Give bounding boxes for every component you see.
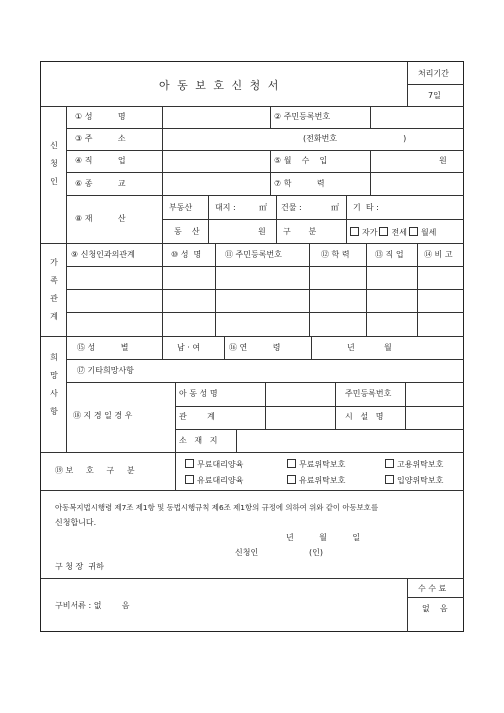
recipient: 구 청 장 귀하: [55, 562, 104, 571]
building-unit: ㎡: [331, 203, 339, 212]
designated-label: ⑱ 지 경 일 경 우: [73, 411, 133, 420]
fee-value: 없 음: [422, 604, 448, 613]
gender-label: ⑮ 성 별: [77, 343, 129, 352]
land-label: 대지 :: [215, 203, 236, 212]
child-name-label: 아 동 성 명: [179, 389, 218, 398]
child-protection-application-form: [40, 61, 464, 632]
rrn-label: ② 주민등록번호: [274, 112, 331, 121]
family-header-rrn: ⑪ 주민등록번호: [225, 250, 282, 259]
job-label: ④ 직 업: [75, 156, 126, 165]
fee-label: 수 수 료: [418, 584, 447, 593]
movable-label: 동 산: [174, 227, 200, 236]
family-header-name: ⑩ 성 명: [171, 250, 202, 259]
option-adoption-foster: 입양위탁보호: [385, 475, 443, 486]
checkbox[interactable]: [287, 475, 296, 484]
checkbox[interactable]: [185, 459, 194, 468]
option-paid-foster: 유료위탁보호: [287, 475, 345, 486]
family-header-job: ⑬ 직 업: [375, 250, 404, 259]
building-label: 건물 :: [281, 203, 302, 212]
applicant-section-label: 신 청 인: [50, 141, 58, 186]
family-header-note: ⑭ 비 고: [424, 250, 453, 259]
gender-value: 남 · 여: [177, 343, 201, 352]
checkbox[interactable]: [385, 475, 394, 484]
checkbox[interactable]: [185, 475, 194, 484]
option-free-foster: 무료위탁보호: [287, 459, 345, 470]
option-paid-surrogate: 유료대리양육: [185, 475, 243, 486]
education-label: ⑦ 학 력: [274, 179, 325, 188]
phone-label: (전화번호 ): [303, 134, 407, 143]
family-section-label: 가 족 관 계: [50, 258, 58, 321]
applicant-signature: 신청인 (인): [235, 548, 324, 557]
jeonse-checkbox[interactable]: [379, 227, 388, 236]
processing-period-label: 처리기간: [418, 69, 449, 78]
checkbox[interactable]: [287, 459, 296, 468]
movable-unit: 원: [258, 227, 266, 236]
monthly-checkbox[interactable]: [409, 227, 418, 236]
year-label: 년: [347, 343, 355, 352]
statement-line-2: 신청합니다.: [55, 518, 97, 527]
family-header-relation: ⑨ 신청인과의관계: [71, 250, 135, 259]
income-label: ⑤ 월 수 입: [274, 156, 328, 165]
protection-type-label: ⑲ 보 호 구 분: [55, 466, 135, 475]
housing-type-label: 구 분: [283, 227, 317, 236]
child-rrn-label: 주민등록번호: [345, 389, 392, 398]
processing-period-value: 7일: [428, 91, 441, 100]
desire-section-label: 희 망 사 항: [50, 353, 58, 416]
address-label: ③ 주 소: [75, 134, 126, 143]
religion-label: ⑥ 종 교: [75, 179, 126, 188]
checkbox[interactable]: [385, 459, 394, 468]
option-employment-foster: 고용위탁보호: [385, 459, 443, 470]
own-checkbox[interactable]: [350, 227, 359, 236]
statement-line-1: 아동복지법시행령 제7조 제1항 및 동법시행규칙 제6조 제1항의 규정에 의하여 위와 같이 아동보호를: [55, 503, 379, 512]
facility-label: 시 설 명: [345, 412, 384, 421]
date-line: 년 월 일: [286, 533, 361, 542]
name-label: ① 성 명: [75, 112, 126, 121]
etc-label: 기 타 :: [353, 203, 379, 212]
required-docs: 구비서류 : 없 음: [55, 601, 130, 610]
form-title: 아 동 보 호 신 청 서: [159, 79, 281, 92]
family-header-education: ⑫ 학 력: [321, 250, 350, 259]
age-label: ⑯ 연 령: [229, 343, 281, 352]
month-label: 월: [384, 343, 392, 352]
land-unit: ㎡: [259, 203, 267, 212]
relation-label: 관 계: [179, 412, 215, 421]
other-wishes-label: ⑰ 기타희망사항: [77, 366, 134, 375]
realestate-label: 부동산: [169, 203, 193, 212]
income-unit: 원: [439, 156, 447, 165]
property-label: ⑧ 재 산: [75, 214, 126, 223]
housing-type-options: 자가 전세 월세: [350, 227, 436, 238]
location-label: 소 재 지: [179, 436, 218, 445]
option-free-surrogate: 무료대리양육: [185, 459, 243, 470]
